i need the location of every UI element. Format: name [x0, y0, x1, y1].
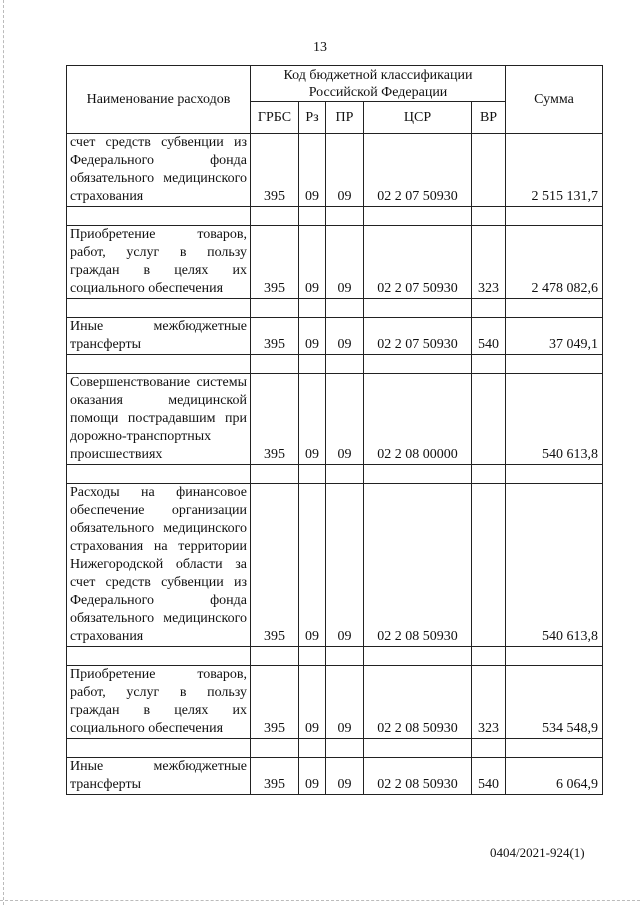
row-spacer [67, 739, 603, 758]
row-vr: 323 [472, 226, 506, 299]
scan-bottom-edge [0, 900, 640, 901]
row-grbs: 395 [251, 226, 299, 299]
row-rz: 09 [299, 666, 326, 739]
header-csr: ЦСР [364, 102, 472, 134]
row-grbs: 395 [251, 134, 299, 207]
row-rz: 09 [299, 226, 326, 299]
row-grbs: 395 [251, 374, 299, 465]
row-name: Иные межбюджетные трансферты [67, 318, 251, 355]
row-csr: 02 2 08 50930 [364, 758, 472, 795]
row-pr: 09 [326, 318, 364, 355]
document-code: 0404/2021-924(1) [490, 845, 585, 860]
row-spacer [67, 647, 603, 666]
row-spacer [67, 465, 603, 484]
row-sum: 2 515 131,7 [506, 134, 603, 207]
row-csr: 02 2 07 50930 [364, 134, 472, 207]
header-code-group: Код бюджетной классификации Российской Федерации [251, 66, 506, 102]
row-rz: 09 [299, 134, 326, 207]
scan-left-edge [3, 0, 4, 905]
row-vr: 323 [472, 666, 506, 739]
row-csr: 02 2 08 00000 [364, 374, 472, 465]
row-sum: 2 478 082,6 [506, 226, 603, 299]
row-sum: 540 613,8 [506, 374, 603, 465]
header-rz: Рз [299, 102, 326, 134]
budget-table [66, 65, 603, 795]
row-vr [472, 374, 506, 465]
header-grbs: ГРБС [251, 102, 299, 134]
row-rz: 09 [299, 758, 326, 795]
row-csr: 02 2 08 50930 [364, 666, 472, 739]
row-name: Приобретение товаров, работ, услуг в пользу граждан в целях их социального обеспечения [67, 666, 251, 739]
row-vr [472, 134, 506, 207]
row-rz: 09 [299, 374, 326, 465]
row-grbs: 395 [251, 318, 299, 355]
row-pr: 09 [326, 226, 364, 299]
row-vr: 540 [472, 758, 506, 795]
header-pr: ПР [326, 102, 364, 134]
row-vr: 540 [472, 318, 506, 355]
row-sum: 534 548,9 [506, 666, 603, 739]
row-name: Приобретение товаров, работ, услуг в пользу граждан в целях их социального обеспечения [67, 226, 251, 299]
row-pr: 09 [326, 758, 364, 795]
header-name: Наименование расходов [67, 66, 251, 134]
row-name: Расходы на финансовое обеспечение организации обязательного медицинского страхования на территории Нижегородской области за счет средств субвенции из Федерального фонда обязательного медицинского страхования [67, 484, 251, 647]
row-sum: 37 049,1 [506, 318, 603, 355]
row-rz: 09 [299, 484, 326, 647]
row-spacer [67, 299, 603, 318]
row-grbs: 395 [251, 484, 299, 647]
row-vr [472, 484, 506, 647]
row-csr: 02 2 07 50930 [364, 318, 472, 355]
table-row [67, 374, 603, 465]
row-pr: 09 [326, 374, 364, 465]
header-sum: Сумма [506, 66, 603, 134]
row-pr: 09 [326, 484, 364, 647]
row-name: Совершенствование системы оказания медицинской помощи пострадавшим при дорожно-транспортных происшествиях [67, 374, 251, 465]
row-name: Иные межбюджетные трансферты [67, 758, 251, 795]
row-sum: 6 064,9 [506, 758, 603, 795]
row-rz: 09 [299, 318, 326, 355]
table-row [67, 484, 603, 647]
table-row [67, 226, 603, 299]
row-name: счет средств субвенции из Федерального фонда обязательного медицинского страхования [67, 134, 251, 207]
table-row [67, 666, 603, 739]
row-pr: 09 [326, 666, 364, 739]
row-pr: 09 [326, 134, 364, 207]
row-grbs: 395 [251, 758, 299, 795]
row-csr: 02 2 07 50930 [364, 226, 472, 299]
table-row [67, 318, 603, 355]
row-grbs: 395 [251, 666, 299, 739]
table-row [67, 134, 603, 207]
header-vr: ВР [472, 102, 506, 134]
row-spacer [67, 207, 603, 226]
row-sum: 540 613,8 [506, 484, 603, 647]
page-number: 13 [313, 40, 327, 55]
row-spacer [67, 355, 603, 374]
row-csr: 02 2 08 50930 [364, 484, 472, 647]
table-row [67, 758, 603, 795]
